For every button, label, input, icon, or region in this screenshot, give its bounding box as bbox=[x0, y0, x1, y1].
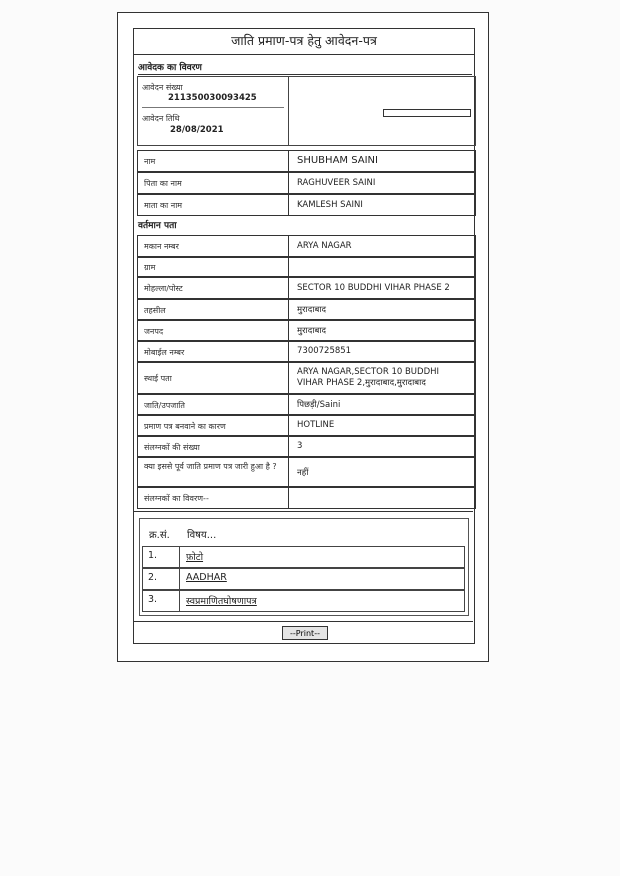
application-date-value: 28/08/2021 bbox=[170, 125, 224, 135]
row-value: 7300725851 bbox=[297, 346, 352, 356]
attachment-row bbox=[142, 546, 465, 568]
table-row bbox=[137, 394, 476, 415]
attachment-link[interactable]: फ़ोटो bbox=[186, 552, 204, 563]
row-label: प्रमाण पत्र बनवाने का कारण bbox=[144, 422, 226, 431]
table-row bbox=[137, 320, 476, 341]
table-row bbox=[137, 172, 476, 194]
table-row bbox=[137, 235, 476, 257]
divider bbox=[142, 107, 284, 108]
current-address-label: वर्तमान पता bbox=[138, 221, 177, 231]
row-value: ARYA NAGAR bbox=[297, 241, 352, 251]
row-label: क्या इससे पूर्व जाति प्रमाण पत्र जारी हुआ है ? bbox=[144, 462, 277, 471]
row-label: पिता का नाम bbox=[144, 179, 182, 188]
applicant-section-label: आवेदक का विवरण bbox=[138, 63, 202, 73]
table-row bbox=[137, 277, 476, 299]
table-row bbox=[137, 194, 476, 216]
row-label: ग्राम bbox=[144, 263, 156, 272]
attachments-header-subject: विषय... bbox=[187, 530, 217, 541]
row-label: जाति/उपजाति bbox=[144, 401, 185, 410]
row-value: मुरादाबाद bbox=[297, 305, 327, 315]
application-info-box bbox=[137, 76, 289, 146]
table-row bbox=[137, 341, 476, 362]
row-value: ARYA NAGAR,SECTOR 10 BUDDHI VIHAR PHASE 2,मुरादाबाद,मुरादाबाद bbox=[297, 367, 440, 388]
table-row bbox=[137, 436, 476, 457]
photo-area bbox=[288, 76, 476, 146]
attachment-number: 1. bbox=[148, 550, 158, 561]
row-label: संलग्नकों की संख्या bbox=[144, 443, 200, 452]
row-label: माता का नाम bbox=[144, 201, 183, 210]
application-date-label: आवेदन तिथि bbox=[142, 114, 180, 123]
row-value: KAMLESH SAINI bbox=[297, 200, 363, 210]
attachments-header-no: क्र.सं. bbox=[149, 530, 170, 541]
row-label: मोबाईल नम्बर bbox=[144, 348, 185, 357]
row-value: SECTOR 10 BUDDHI VIHAR PHASE 2 bbox=[297, 283, 450, 293]
photo-field-box bbox=[383, 109, 471, 117]
form-title: जाति प्रमाण-पत्र हेतु आवेदन-पत्र bbox=[133, 28, 475, 55]
attachment-number: 2. bbox=[148, 572, 158, 583]
row-label: नाम bbox=[144, 157, 156, 166]
table-row bbox=[137, 299, 476, 320]
attachment-row bbox=[142, 568, 465, 590]
attachment-link[interactable]: AADHAR bbox=[186, 572, 227, 583]
table-row bbox=[137, 150, 476, 172]
row-value: HOTLINE bbox=[297, 420, 335, 430]
table-row bbox=[137, 415, 476, 436]
row-value: नहीं bbox=[297, 468, 309, 478]
row-label: मकान नम्बर bbox=[144, 242, 179, 251]
attachments-details-label: संलग्नकों का विवरण-- bbox=[144, 494, 209, 503]
table-row bbox=[137, 257, 476, 277]
application-number-value: 211350030093425 bbox=[168, 93, 257, 103]
attachment-row bbox=[142, 590, 465, 612]
row-value: पिछड़ी/Saini bbox=[297, 400, 341, 410]
table-row bbox=[137, 362, 476, 394]
attachment-number: 3. bbox=[148, 594, 158, 605]
print-button[interactable]: --Print-- bbox=[282, 626, 328, 640]
current-address-header bbox=[138, 218, 472, 231]
attachment-link[interactable]: स्वप्रमाणितघोषणापत्र bbox=[186, 596, 257, 607]
applicant-section-header bbox=[138, 60, 472, 75]
attachments-details-row bbox=[137, 487, 476, 509]
application-number-label: आवेदन संख्या bbox=[142, 83, 183, 92]
row-label: जनपद bbox=[144, 327, 164, 336]
row-value: 3 bbox=[297, 441, 303, 451]
row-value: मुरादाबाद bbox=[297, 326, 327, 336]
table-row bbox=[137, 457, 476, 487]
row-value: RAGHUVEER SAINI bbox=[297, 178, 376, 188]
row-label: मोहल्ला/पोस्ट bbox=[144, 284, 183, 293]
row-label: तहसील bbox=[144, 306, 166, 315]
row-label: स्थाई पता bbox=[144, 374, 172, 383]
row-value: SHUBHAM SAINI bbox=[297, 155, 378, 166]
